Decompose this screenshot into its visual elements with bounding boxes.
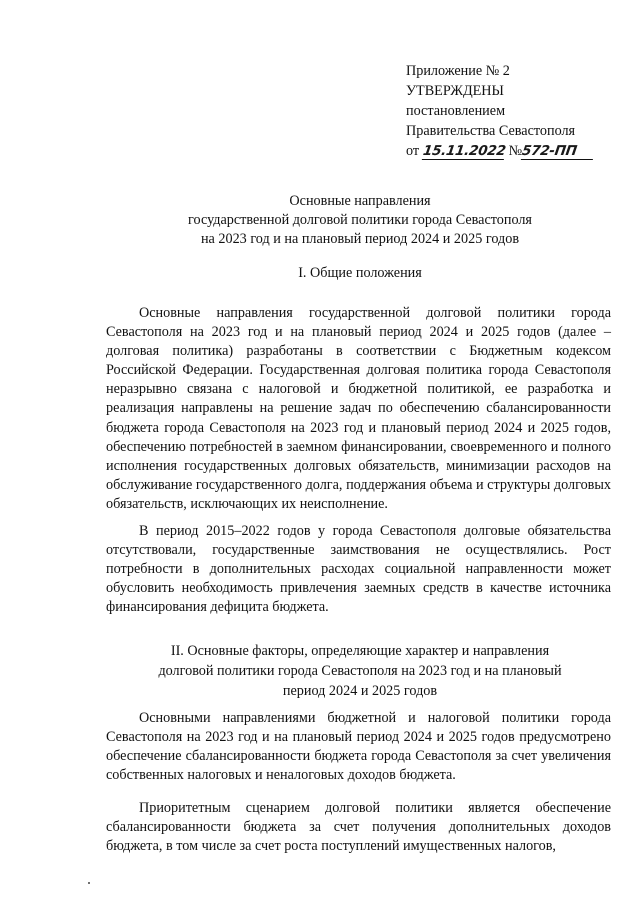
section-2-paragraph-1: Основными направлениями бюджетной и налоговой политики города Севастополя на 2023 год и на плановый период 2024 и 2025 годов предусмотрено обеспечение сбалансированности бюджета города Севастополя за счет увеличения собственных налоговых и неналоговых доходов бюджета. — [106, 710, 611, 784]
title-line-1: Основные направления — [289, 193, 431, 209]
document-title — [100, 192, 620, 249]
scan-speck — [88, 882, 90, 884]
approved-label: УТВЕРЖДЕНЫ — [406, 83, 504, 99]
title-line-3: на 2023 год и на плановый период 2024 и 2025 годов — [200, 231, 520, 247]
date-number-line — [406, 141, 626, 161]
resolution-label: постановлением — [406, 103, 506, 119]
section-2-heading-line-2: долговой политики города Севастополя на 2023 год и на плановый — [158, 663, 562, 679]
handwritten-date: 15.11.2022 — [421, 143, 507, 159]
section-1-paragraph-1: Основные направления государственной долговой политики города Севастополя на 2023 год и на плановый период 2024 и 2025 годов (далее – долговая политика) разработаны в соответствии с Бюджетным кодексом Российской Федерации. Государственная долговая политика города Севастополя неразрывно связана с налоговой и бюджетной политикой, ее разработка и реализация направлены на решение задач по обеспечению сбалансированности бюджета города Севастополя на 2023 год и плановый период 2024 и 2025 годов, обеспечению потребностей в заемном финансировании, своевременного и полного исполнения государственных долговых обязательств, минимизации расходов на обслуживание государственного долга, поддержания объема и структуры долговых обязательств, исключающих их неисполнение. — [106, 305, 611, 512]
issuer-label: Правительства Севастополя — [406, 123, 576, 139]
number-prefix: № — [508, 143, 523, 159]
approval-block — [406, 61, 626, 161]
section-2-heading — [100, 641, 620, 701]
section-2-heading-line-3: период 2024 и 2025 годов — [282, 683, 438, 699]
title-line-2: государственной долговой политики города Севастополя — [188, 212, 532, 228]
section-1-paragraph-2: В период 2015–2022 годов у города Севастополя долговые обязательства отсутствовали, государственные заимствования не осуществлялись. Рост потребности в дополнительных расходах социальной направленности может обусловить необходимость привлечения заемных средств в качестве источника финансирования дефицита бюджета. — [106, 523, 611, 616]
section-2-heading-line-1: II. Основные факторы, определяющие характер и направления — [170, 643, 550, 659]
section-1-heading: I. Общие положения — [298, 265, 422, 281]
date-prefix: от — [406, 143, 420, 159]
handwritten-number: 572-ПП — [521, 143, 595, 160]
appendix-label: Приложение № 2 — [406, 63, 510, 79]
section-2-paragraph-2: Приоритетным сценарием долговой политики является обеспечение сбалансированности бюджета за счет получения дополнительных доходов бюджета, в том числе за счет роста поступлений имущественных налогов, — [106, 800, 611, 855]
